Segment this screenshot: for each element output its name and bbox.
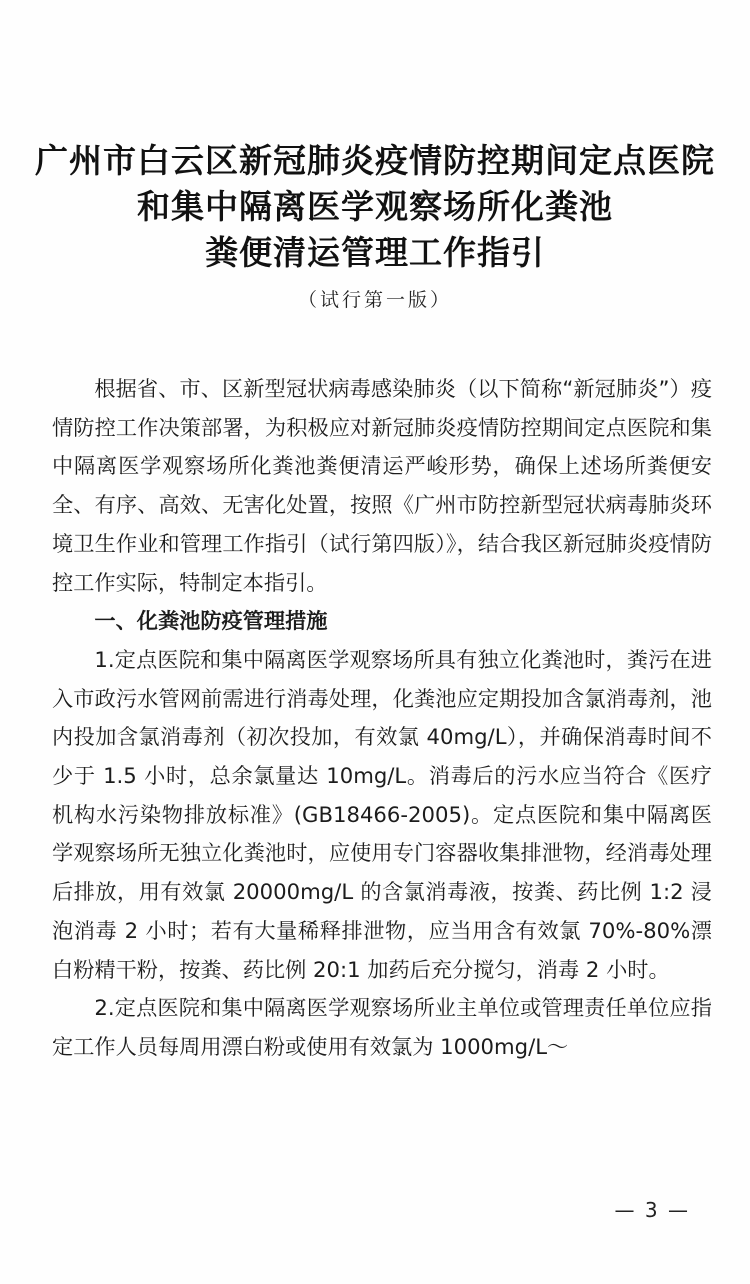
page-number: — 3 — [614,1198,690,1222]
section-heading-1: 一、化粪池防疫管理措施 [94,608,328,634]
document-title-block [0,138,750,314]
document-title-line-3: 粪便清运管理工作指引 [205,233,545,272]
paragraph-item-1: 1.定点医院和集中隔离医学观察场所具有独立化粪池时，粪污在进入市政污水管网前需进行消毒处理，化粪池应定期投加含氯消毒剂，池内投加含氯消毒剂（初次投加，有效氯 40mg/L），并确保消毒时间不少于 1.5 小时，总余氯量达 10mg/L。消毒后的污水应当符合《医疗机构水污染物排放标准》(GB18466-2005)。定点医院和集中隔离医学观察场所无独立化粪池时，应使用专门容器收集排泄物，经消毒处理后排放，用有效氯 20000mg/L 的含氯消毒液，按粪、药比例 1:2 浸泡消毒 2 小时；若有大量稀释排泄物，应当用含有效氯 70%-80%漂白粉精干粉，按粪、药比例 20:1 加药后充分搅匀，消毒 2 小时。 [52,646,712,982]
document-subtitle: （试行第一版） [297,289,452,311]
document-title-line-2: 和集中隔离医学观察场所化粪池 [137,187,613,226]
document-title-line-1: 广州市白云区新冠肺炎疫情防控期间定点医院 [35,141,715,180]
paragraph-item-2: 2.定点医院和集中隔离医学观察场所业主单位或管理责任单位应指定工作人员每周用漂白粉或使用有效氯为 1000mg/L～ [52,995,712,1059]
intro-paragraph: 根据省、市、区新型冠状病毒感染肺炎（以下简称“新冠肺炎”）疫情防控工作决策部署，为积极应对新冠肺炎疫情防控期间定点医院和集中隔离医学观察场所化粪池粪便清运严峻形势，确保上述场所粪便安全、有序、高效、无害化处置，按照《广州市防控新型冠状病毒肺炎环境卫生作业和管理工作指引（试行第四版）》，结合我区新冠肺炎疫情防控工作实际，特制定本指引。 [52,376,712,595]
document-body [52,370,712,1067]
